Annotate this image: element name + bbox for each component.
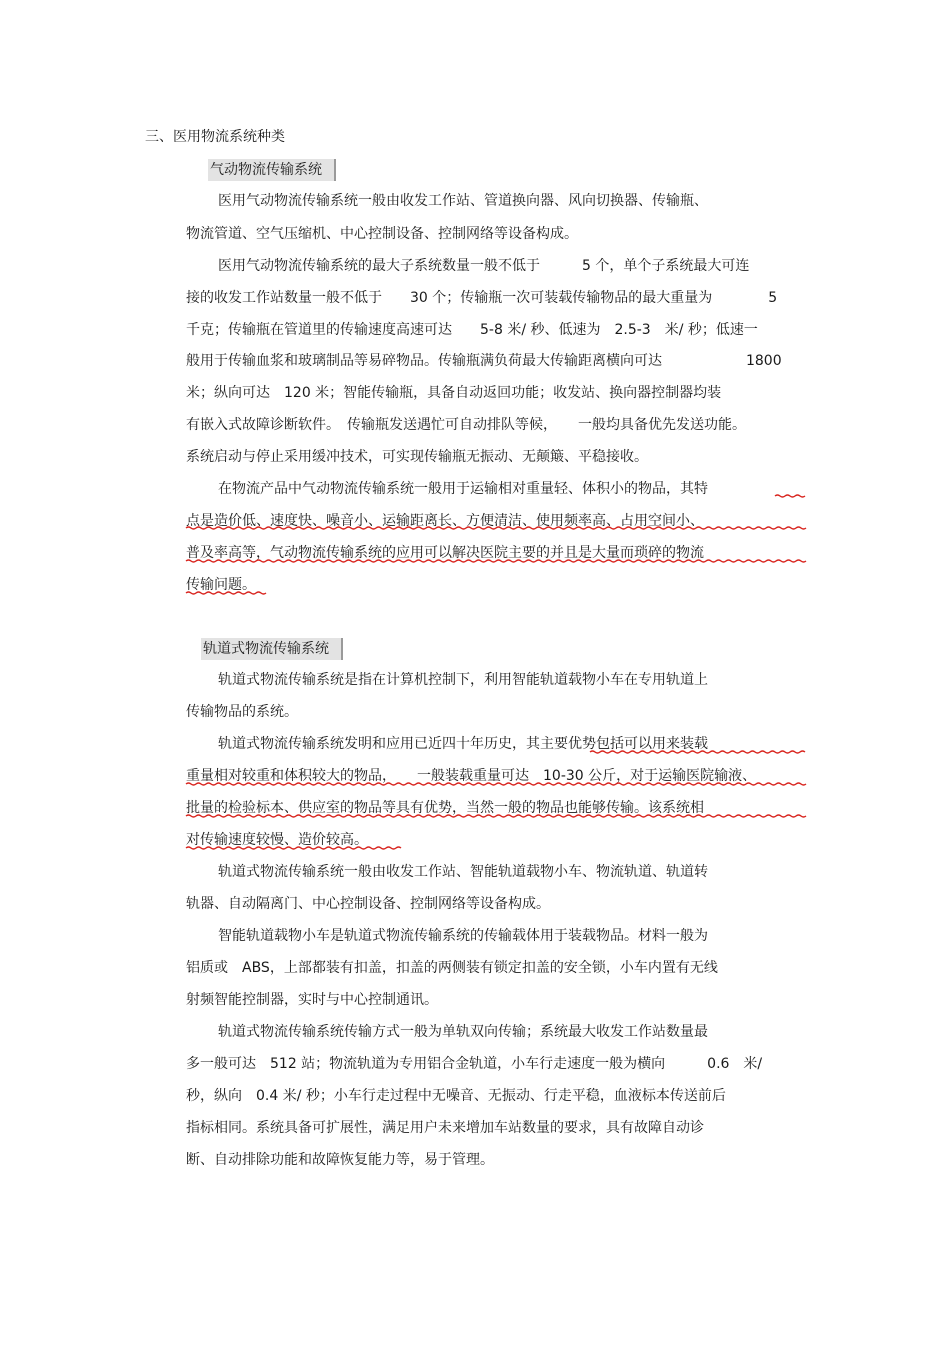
red-squiggle-underline <box>186 592 266 594</box>
paragraph-line: 铝质或 ABS，上部都装有扣盖，扣盖的两侧装有锁定扣盖的安全锁，小车内置有无线 <box>186 960 718 976</box>
paragraph-line: 轨道式物流传输系统一般由收发工作站、智能轨道载物小车、物流轨道、轨道转 <box>218 864 708 880</box>
red-squiggle-underline <box>186 815 806 817</box>
paragraph-line: 点是造价低、速度快、噪音小、运输距离长、方便清洁、使用频率高、占用空间小、 <box>186 513 704 529</box>
paragraph-line: 普及率高等，气动物流传输系统的应用可以解决医院主要的并且是大量而琐碎的物流 <box>186 545 704 561</box>
paragraph-line: 智能轨道载物小车是轨道式物流传输系统的传输载体用于装载物品。材料一般为 <box>218 928 708 944</box>
paragraph-line: 轨道式物流传输系统传输方式一般为单轨双向传输；系统最大收发工作站数量最 <box>218 1024 708 1040</box>
paragraph-line: 轨道式物流传输系统是指在计算机控制下，利用智能轨道载物小车在专用轨道上 <box>218 672 708 688</box>
paragraph-line: 断、自动排除功能和故障恢复能力等，易于管理。 <box>186 1152 494 1168</box>
red-squiggle-underline <box>590 751 805 753</box>
paragraph-line: 对传输速度较慢、造价较高。 <box>186 832 368 848</box>
paragraph-line: 传输问题。 <box>186 577 256 593</box>
paragraph-line: 批量的检验标本、供应室的物品等具有优势，当然一般的物品也能够传输。该系统相 <box>186 800 704 816</box>
paragraph-line: 轨道式物流传输系统发明和应用已近四十年历史，其主要优势包括可以用来装载 <box>218 736 708 752</box>
pneumatic-system-title: 气动物流传输系统 <box>208 159 336 181</box>
paragraph-line: 系统启动与停止采用缓冲技术，可实现传输瓶无振动、无颠簸、平稳接收。 <box>186 449 648 465</box>
red-squiggle-underline <box>186 847 401 849</box>
paragraph-line: 在物流产品中气动物流传输系统一般用于运输相对重量轻、体积小的物品，其特 <box>218 481 708 497</box>
paragraph-line: 接的收发工作站数量一般不低于 30 个；传输瓶一次可装载传输物品的最大重量为 5 <box>186 290 778 306</box>
paragraph-line: 秒，纵向 0.4 米/ 秒；小车行走过程中无噪音、无振动、行走平稳，血液标本传送前后 <box>186 1088 726 1104</box>
red-squiggle-underline <box>775 495 805 497</box>
red-squiggle-underline <box>186 527 806 529</box>
paragraph-line: 物流管道、空气压缩机、中心控制设备、控制网络等设备构成。 <box>186 226 578 242</box>
red-squiggle-underline <box>186 783 806 785</box>
paragraph-line: 千克；传输瓶在管道里的传输速度高速可达 5-8 米/ 秒、低速为 2.5-3 米/ 秒；低速一 <box>186 322 758 338</box>
paragraph-line: 传输物品的系统。 <box>186 704 298 720</box>
red-squiggle-underline <box>186 560 806 562</box>
paragraph-line: 指标相同。系统具备可扩展性，满足用户未来增加车站数量的要求，具有故障自动诊 <box>186 1120 704 1136</box>
paragraph-line: 米；纵向可达 120 米；智能传输瓶，具备自动返回功能；收发站、换向器控制器均装 <box>186 385 722 401</box>
paragraph-line: 医用气动物流传输系统一般由收发工作站、管道换向器、风向切换器、传输瓶、 <box>218 193 708 209</box>
paragraph-line: 般用于传输血浆和玻璃制品等易碎物品。传输瓶满负荷最大传输距离横向可达 1800 <box>186 353 782 369</box>
paragraph-line: 重量相对较重和体积较大的物品， 一般装载重量可达 10-30 公斤，对于运输医院输液、 <box>186 768 757 784</box>
paragraph-line: 有嵌入式故障诊断软件。 传输瓶发送遇忙可自动排队等候， 一般均具备优先发送功能。 <box>186 417 746 433</box>
paragraph-line: 多一般可达 512 站；物流轨道为专用铝合金轨道，小车行走速度一般为横向 0.6 米/ <box>186 1056 763 1072</box>
paragraph-line: 医用气动物流传输系统的最大子系统数量一般不低于 5 个，单个子系统最大可连 <box>218 258 750 274</box>
rail-system-title: 轨道式物流传输系统 <box>201 638 343 660</box>
paragraph-line: 轨器、自动隔离门、中心控制设备、控制网络等设备构成。 <box>186 896 550 912</box>
paragraph-line: 射频智能控制器，实时与中心控制通讯。 <box>186 992 438 1008</box>
section-heading: 三、医用物流系统种类 <box>145 129 285 145</box>
